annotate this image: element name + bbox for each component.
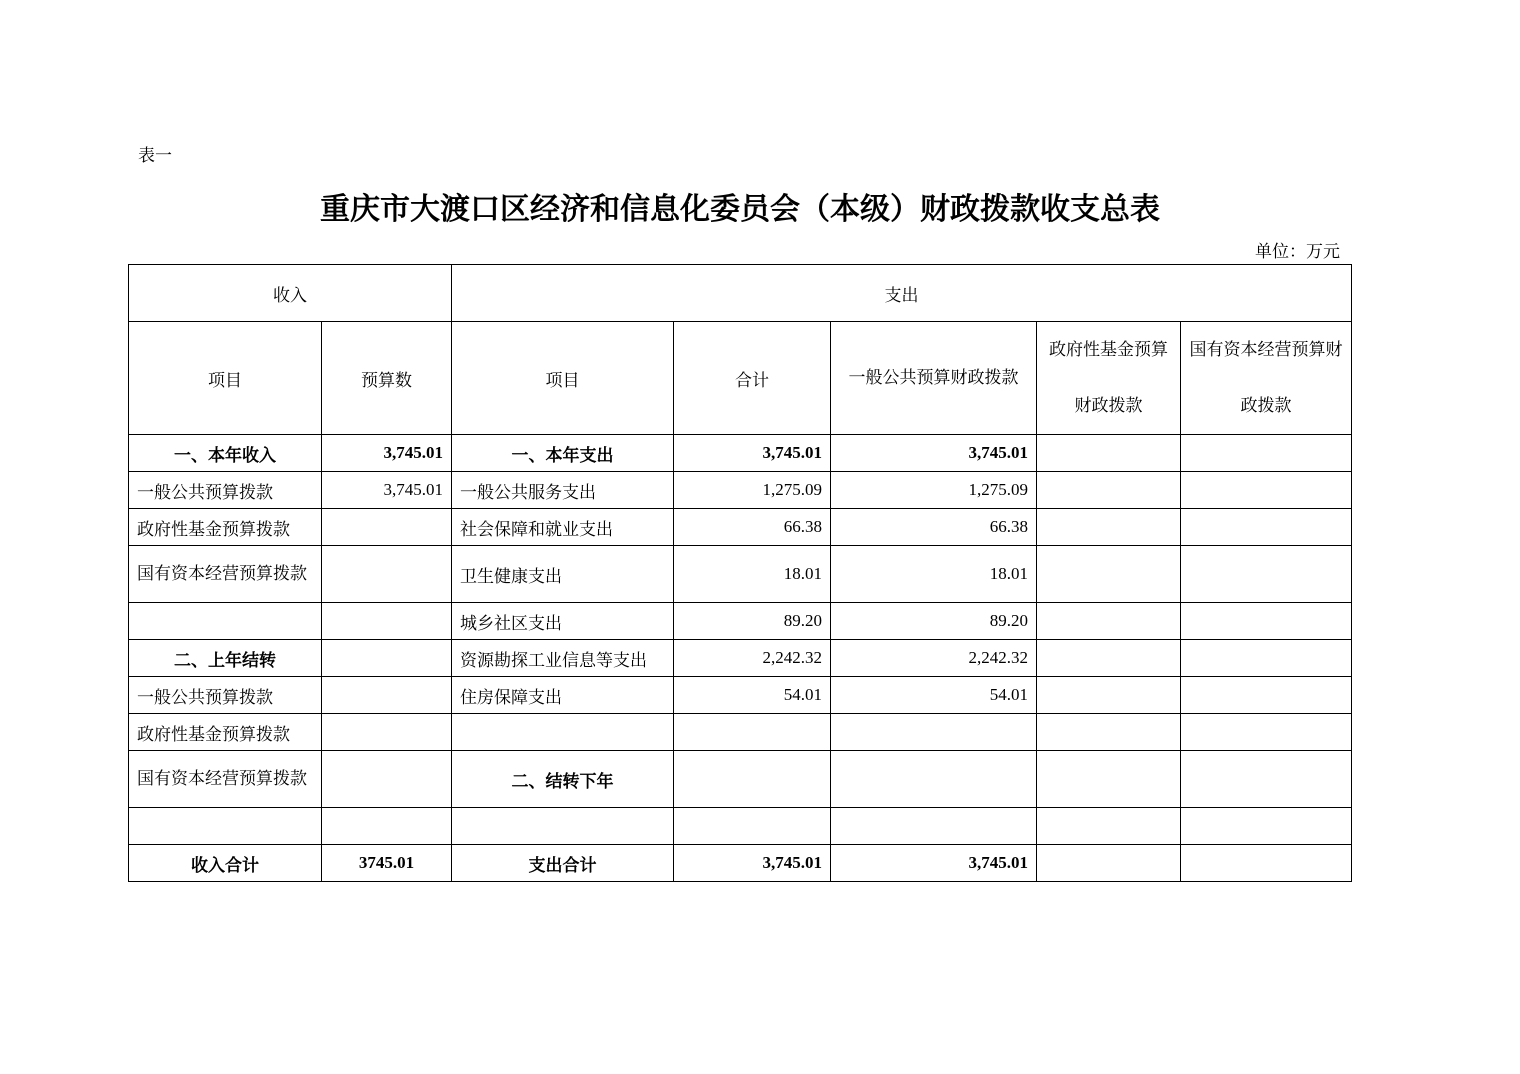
general-budget-cell: 2,242.32 xyxy=(831,640,1037,677)
income-item-cell: 国有资本经营预算拨款 xyxy=(129,546,322,603)
income-budget-cell xyxy=(322,546,452,603)
expense-item-cell: 支出合计 xyxy=(452,845,674,882)
expense-item-cell: 社会保障和就业支出 xyxy=(452,509,674,546)
col-expense-item: 项目 xyxy=(452,322,674,435)
expense-header: 支出 xyxy=(452,265,1352,322)
income-item-cell: 政府性基金预算拨款 xyxy=(129,509,322,546)
general-budget-cell: 66.38 xyxy=(831,509,1037,546)
income-item-cell: 收入合计 xyxy=(129,845,322,882)
income-budget-cell xyxy=(322,751,452,808)
income-budget-cell: 3,745.01 xyxy=(322,472,452,509)
header-row-2 xyxy=(129,322,1352,435)
expense-item-cell: 城乡社区支出 xyxy=(452,603,674,640)
state-capital-cell xyxy=(1181,751,1352,808)
table-row xyxy=(129,472,1352,509)
fund-budget-cell xyxy=(1037,845,1181,882)
fund-budget-cell xyxy=(1037,677,1181,714)
general-budget-cell xyxy=(831,808,1037,845)
table-row xyxy=(129,509,1352,546)
income-budget-cell xyxy=(322,509,452,546)
income-budget-cell xyxy=(322,714,452,751)
state-capital-cell xyxy=(1181,435,1352,472)
general-budget-cell xyxy=(831,751,1037,808)
table-row xyxy=(129,714,1352,751)
fund-budget-cell xyxy=(1037,751,1181,808)
table-row xyxy=(129,435,1352,472)
fund-budget-cell xyxy=(1037,603,1181,640)
total-cell: 1,275.09 xyxy=(674,472,831,509)
state-capital-cell xyxy=(1181,845,1352,882)
income-budget-cell xyxy=(322,808,452,845)
expense-item-cell xyxy=(452,808,674,845)
expense-item-cell xyxy=(452,714,674,751)
income-budget-cell xyxy=(322,640,452,677)
table-body xyxy=(129,435,1352,882)
general-budget-cell: 3,745.01 xyxy=(831,435,1037,472)
income-item-cell xyxy=(129,808,322,845)
income-budget-cell: 3745.01 xyxy=(322,845,452,882)
total-cell xyxy=(674,808,831,845)
total-cell: 2,242.32 xyxy=(674,640,831,677)
state-capital-cell xyxy=(1181,640,1352,677)
unit-label: 单位：万元 xyxy=(1255,242,1340,262)
table-row xyxy=(129,808,1352,845)
total-cell xyxy=(674,751,831,808)
expense-item-cell: 住房保障支出 xyxy=(452,677,674,714)
general-budget-cell: 18.01 xyxy=(831,546,1037,603)
state-capital-cell xyxy=(1181,546,1352,603)
fund-budget-cell xyxy=(1037,509,1181,546)
state-capital-cell xyxy=(1181,714,1352,751)
income-item-cell: 一、本年收入 xyxy=(129,435,322,472)
fund-budget-cell xyxy=(1037,546,1181,603)
table-row xyxy=(129,640,1352,677)
general-budget-cell xyxy=(831,714,1037,751)
expense-item-cell: 一般公共服务支出 xyxy=(452,472,674,509)
income-item-cell: 二、上年结转 xyxy=(129,640,322,677)
expense-item-cell: 资源勘探工业信息等支出 xyxy=(452,640,674,677)
fund-budget-cell xyxy=(1037,640,1181,677)
income-item-cell: 一般公共预算拨款 xyxy=(129,472,322,509)
income-item-cell: 政府性基金预算拨款 xyxy=(129,714,322,751)
total-cell: 3,745.01 xyxy=(674,845,831,882)
income-item-cell: 一般公共预算拨款 xyxy=(129,677,322,714)
income-item-cell xyxy=(129,603,322,640)
col-total: 合计 xyxy=(674,322,831,435)
state-capital-cell xyxy=(1181,677,1352,714)
table-label: 表一 xyxy=(138,146,172,166)
total-cell: 18.01 xyxy=(674,546,831,603)
table-row xyxy=(129,677,1352,714)
header-row-1 xyxy=(129,265,1352,322)
state-capital-cell xyxy=(1181,509,1352,546)
general-budget-cell: 1,275.09 xyxy=(831,472,1037,509)
general-budget-cell: 3,745.01 xyxy=(831,845,1037,882)
fund-budget-cell xyxy=(1037,808,1181,845)
total-cell: 89.20 xyxy=(674,603,831,640)
col-general-budget: 一般公共预算财政拨款 xyxy=(831,322,1037,435)
income-item-cell: 国有资本经营预算拨款 xyxy=(129,751,322,808)
page-title: 重庆市大渡口区经济和信息化委员会（本级）财政拨款收支总表 xyxy=(320,192,1160,227)
col-fund-budget: 政府性基金预算财政拨款 xyxy=(1037,322,1181,435)
expense-item-cell: 一、本年支出 xyxy=(452,435,674,472)
expense-item-cell: 二、结转下年 xyxy=(452,751,674,808)
income-budget-cell xyxy=(322,603,452,640)
budget-table xyxy=(128,264,1352,882)
table-row xyxy=(129,845,1352,882)
table-row xyxy=(129,751,1352,808)
general-budget-cell: 54.01 xyxy=(831,677,1037,714)
fund-budget-cell xyxy=(1037,714,1181,751)
state-capital-cell xyxy=(1181,808,1352,845)
col-income-item: 项目 xyxy=(129,322,322,435)
total-cell xyxy=(674,714,831,751)
table-row xyxy=(129,546,1352,603)
income-budget-cell: 3,745.01 xyxy=(322,435,452,472)
total-cell: 66.38 xyxy=(674,509,831,546)
expense-item-cell: 卫生健康支出 xyxy=(452,546,674,603)
total-cell: 3,745.01 xyxy=(674,435,831,472)
income-header: 收入 xyxy=(129,265,452,322)
fund-budget-cell xyxy=(1037,472,1181,509)
total-cell: 54.01 xyxy=(674,677,831,714)
col-budget: 预算数 xyxy=(322,322,452,435)
state-capital-cell xyxy=(1181,472,1352,509)
table-row xyxy=(129,603,1352,640)
state-capital-cell xyxy=(1181,603,1352,640)
col-state-capital: 国有资本经营预算财政拨款 xyxy=(1181,322,1352,435)
fund-budget-cell xyxy=(1037,435,1181,472)
income-budget-cell xyxy=(322,677,452,714)
general-budget-cell: 89.20 xyxy=(831,603,1037,640)
